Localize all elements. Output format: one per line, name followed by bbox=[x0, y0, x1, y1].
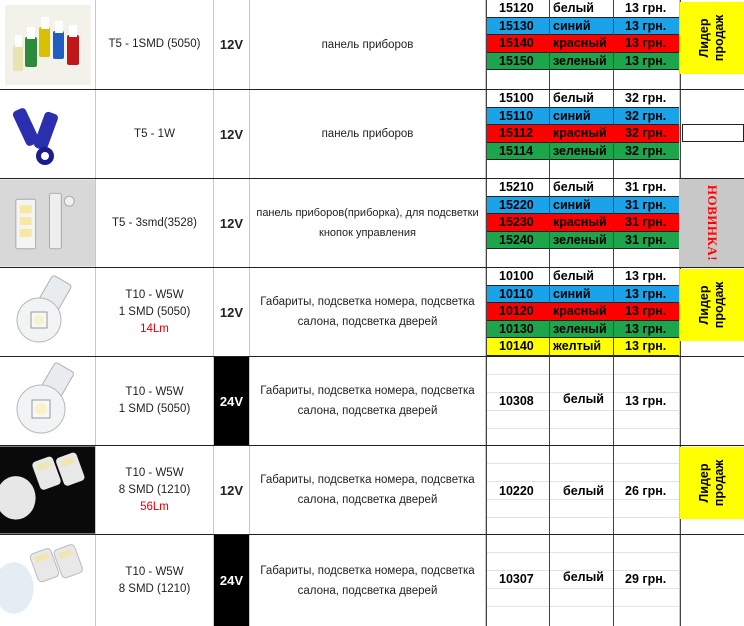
voltage-cell: 24V bbox=[214, 535, 250, 626]
column-divider bbox=[613, 535, 614, 626]
grid-line bbox=[487, 588, 680, 589]
column-divider bbox=[549, 179, 550, 267]
description-cell: панель приборов bbox=[250, 0, 486, 89]
model-line: T10 - W5W bbox=[125, 466, 184, 479]
variant-price: 13 грн. bbox=[625, 53, 667, 68]
variant-code: 15120 bbox=[499, 1, 534, 15]
column-divider bbox=[549, 90, 550, 178]
description-cell: панель приборов bbox=[250, 90, 486, 178]
variants-block bbox=[486, 0, 681, 89]
model-cell bbox=[96, 179, 214, 267]
tag-cell bbox=[679, 179, 744, 267]
variants-block bbox=[486, 90, 681, 178]
variant-price: 31 грн. bbox=[625, 180, 667, 194]
table-row bbox=[0, 357, 744, 445]
variants-block bbox=[486, 179, 681, 267]
description-cell: панель приборов(приборка), для подсветки кнопок управления bbox=[250, 179, 486, 267]
grid-line bbox=[487, 606, 680, 607]
variants-block bbox=[486, 535, 681, 626]
variants-block bbox=[486, 268, 681, 356]
variant-color: белый bbox=[553, 91, 594, 105]
variant-code: 15210 bbox=[499, 180, 534, 194]
variant-row bbox=[487, 232, 680, 250]
model-line: T5 - 1SMD (5050) bbox=[108, 38, 201, 50]
variant-row bbox=[487, 53, 680, 71]
variant-price: 13 грн. bbox=[625, 394, 667, 408]
voltage-cell: 12V bbox=[214, 179, 250, 267]
new-badge-text: НОВИНКА! bbox=[705, 184, 721, 262]
variant-color: синий bbox=[553, 197, 591, 212]
bestseller-text: Лидер продаж bbox=[697, 459, 726, 507]
grid-line bbox=[487, 410, 680, 411]
tag-cell bbox=[679, 0, 744, 89]
led-bulbs-photo-icon bbox=[0, 179, 95, 267]
variant-code: 10100 bbox=[499, 269, 534, 283]
grid-line bbox=[487, 463, 680, 464]
product-photo-cell bbox=[0, 535, 96, 626]
variant-row bbox=[487, 268, 680, 286]
product-photo-cell bbox=[0, 357, 96, 445]
column-divider bbox=[613, 90, 614, 178]
variant-row bbox=[487, 0, 680, 18]
column-divider bbox=[613, 179, 614, 267]
description-cell: Габариты, подсветка номера, подсветка салона, подсветка дверей bbox=[250, 357, 486, 445]
variant-price: 13 грн. bbox=[625, 321, 667, 336]
column-divider bbox=[549, 268, 550, 356]
table-row bbox=[0, 179, 744, 267]
description-cell: Габариты, подсветка номера, подсветка салона, подсветка дверей bbox=[250, 268, 486, 356]
product-photo-cell bbox=[0, 446, 96, 534]
variant-color: белый bbox=[563, 484, 604, 498]
variant-color: белый bbox=[563, 392, 604, 406]
tag-cell bbox=[679, 90, 744, 178]
model-cell bbox=[96, 0, 214, 89]
model-line: 1 SMD (5050) bbox=[118, 403, 191, 415]
grid-line bbox=[487, 428, 680, 429]
variant-code: 15114 bbox=[499, 143, 534, 158]
variant-row bbox=[487, 394, 680, 410]
grid-line bbox=[487, 481, 680, 482]
tag-cell bbox=[679, 357, 744, 445]
variant-code: 15150 bbox=[499, 53, 534, 68]
variant-price: 31 грн. bbox=[625, 215, 667, 229]
bestseller-badge bbox=[680, 447, 744, 519]
column-divider bbox=[549, 357, 550, 445]
model-line: T10 - W5W bbox=[125, 565, 184, 578]
led-bulbs-photo-icon bbox=[5, 270, 91, 354]
column-divider bbox=[549, 535, 550, 626]
variant-row bbox=[487, 321, 680, 339]
led-bulbs-photo-icon bbox=[5, 94, 91, 174]
variant-price: 32 грн. bbox=[625, 143, 667, 158]
product-photo-cell bbox=[0, 179, 96, 267]
variant-row bbox=[487, 179, 680, 197]
variant-price: 13 грн. bbox=[625, 1, 667, 15]
luminous-flux: 14Lm bbox=[140, 322, 169, 335]
table-row bbox=[0, 0, 744, 89]
table-row bbox=[0, 90, 744, 178]
variant-code: 15110 bbox=[499, 108, 534, 123]
model-cell bbox=[96, 446, 214, 534]
variant-row bbox=[487, 18, 680, 36]
variants-block bbox=[486, 357, 681, 445]
variant-price: 13 грн. bbox=[625, 286, 667, 301]
variant-row bbox=[487, 484, 680, 500]
model-line: 8 SMD (1210) bbox=[118, 483, 191, 496]
variant-color: белый bbox=[553, 1, 594, 15]
variant-code: 10307 bbox=[499, 572, 534, 586]
variant-row bbox=[487, 338, 680, 356]
model-cell bbox=[96, 268, 214, 356]
variant-price: 32 грн. bbox=[625, 108, 667, 123]
variant-color: белый bbox=[553, 180, 594, 194]
variant-price: 32 грн. bbox=[625, 126, 667, 140]
table-row bbox=[0, 446, 744, 534]
variant-color: зеленый bbox=[553, 53, 607, 68]
column-divider bbox=[613, 357, 614, 445]
column-divider bbox=[613, 268, 614, 356]
variant-code: 15100 bbox=[499, 91, 534, 105]
tag-cell bbox=[679, 268, 744, 356]
variant-color: белый bbox=[553, 269, 594, 283]
model-cell bbox=[96, 357, 214, 445]
model-line: 8 SMD (1210) bbox=[118, 582, 191, 595]
variant-code: 15112 bbox=[499, 126, 534, 140]
product-photo-cell bbox=[0, 268, 96, 356]
model-line: T10 - W5W bbox=[125, 386, 184, 398]
variant-row bbox=[487, 197, 680, 215]
table-row bbox=[0, 535, 744, 626]
column-divider bbox=[549, 446, 550, 534]
description-cell: Габариты, подсветка номера, подсветка салона, подсветка дверей bbox=[250, 446, 486, 534]
bestseller-text: Лидер продаж bbox=[697, 281, 726, 329]
variant-row bbox=[487, 108, 680, 126]
voltage-cell: 12V bbox=[214, 268, 250, 356]
description-cell: Габариты, подсветка номера, подсветка салона, подсветка дверей bbox=[250, 535, 486, 626]
product-photo-cell bbox=[0, 90, 96, 178]
variant-color: синий bbox=[553, 286, 591, 301]
variant-color: синий bbox=[553, 18, 591, 33]
variant-code: 10110 bbox=[499, 286, 534, 301]
variant-color: зеленый bbox=[553, 143, 607, 158]
model-cell bbox=[96, 535, 214, 626]
variant-color: красный bbox=[553, 126, 607, 140]
bestseller-text: Лидер продаж bbox=[697, 14, 726, 61]
led-bulbs-photo-icon bbox=[0, 446, 95, 534]
variant-price: 29 грн. bbox=[625, 572, 667, 586]
led-bulbs-photo-icon bbox=[5, 5, 91, 85]
model-line: T5 - 3smd(3528) bbox=[111, 216, 197, 229]
voltage-cell: 12V bbox=[214, 0, 250, 89]
variant-row bbox=[487, 35, 680, 53]
variant-price: 31 грн. bbox=[625, 232, 667, 247]
voltage-cell: 24V bbox=[214, 357, 250, 445]
product-photo-cell bbox=[0, 0, 96, 89]
grid-line bbox=[487, 374, 680, 375]
variant-code: 15220 bbox=[499, 197, 534, 212]
variant-price: 32 грн. bbox=[625, 91, 667, 105]
variant-code: 10308 bbox=[499, 394, 534, 408]
variant-color: желтый bbox=[553, 339, 602, 353]
variant-price: 13 грн. bbox=[625, 18, 667, 33]
led-bulbs-photo-icon bbox=[0, 536, 95, 626]
tag-cell bbox=[679, 446, 744, 534]
table-row bbox=[0, 268, 744, 356]
variant-row bbox=[487, 143, 680, 161]
variant-code: 15230 bbox=[499, 215, 534, 229]
column-divider bbox=[549, 0, 550, 89]
variant-price: 13 грн. bbox=[625, 269, 667, 283]
variant-price: 13 грн. bbox=[625, 304, 667, 318]
grid-line bbox=[487, 517, 680, 518]
bestseller-badge bbox=[680, 269, 744, 341]
variant-row bbox=[487, 286, 680, 304]
variant-code: 15140 bbox=[499, 36, 534, 50]
model-cell bbox=[96, 90, 214, 178]
model-line: T10 - W5W bbox=[125, 288, 184, 301]
model-line: T5 - 1W bbox=[134, 127, 175, 140]
variant-code: 10220 bbox=[499, 484, 534, 498]
variant-price: 31 грн. bbox=[625, 197, 667, 212]
bestseller-badge bbox=[680, 2, 744, 74]
column-divider bbox=[613, 446, 614, 534]
variant-color: красный bbox=[553, 36, 607, 50]
variant-price: 13 грн. bbox=[625, 339, 667, 353]
variant-row bbox=[487, 214, 680, 232]
variant-price: 26 грн. bbox=[625, 484, 667, 498]
variant-color: красный bbox=[553, 304, 607, 318]
variant-price: 13 грн. bbox=[625, 36, 667, 50]
variant-color: белый bbox=[563, 570, 604, 584]
variant-code: 15240 bbox=[499, 232, 534, 247]
grid-line bbox=[487, 552, 680, 553]
variant-color: красный bbox=[553, 215, 607, 229]
variant-color: зеленый bbox=[553, 321, 607, 336]
variant-row bbox=[487, 572, 680, 588]
led-bulbs-photo-icon bbox=[5, 359, 91, 443]
model-line: 1 SMD (5050) bbox=[118, 305, 191, 318]
tag-cell bbox=[679, 535, 744, 626]
variant-color: синий bbox=[553, 108, 591, 123]
variant-code: 15130 bbox=[499, 18, 534, 33]
variant-row bbox=[487, 90, 680, 108]
column-divider bbox=[613, 0, 614, 89]
voltage-cell: 12V bbox=[214, 446, 250, 534]
luminous-flux: 56Lm bbox=[140, 500, 169, 513]
voltage-cell: 12V bbox=[214, 90, 250, 178]
variant-row bbox=[487, 125, 680, 143]
variant-code: 10120 bbox=[499, 304, 534, 318]
variant-row bbox=[487, 303, 680, 321]
variant-code: 10140 bbox=[499, 339, 534, 353]
variant-color: зеленый bbox=[553, 232, 607, 247]
variant-code: 10130 bbox=[499, 321, 534, 336]
empty-tag-box bbox=[682, 124, 744, 142]
variants-block bbox=[486, 446, 681, 534]
